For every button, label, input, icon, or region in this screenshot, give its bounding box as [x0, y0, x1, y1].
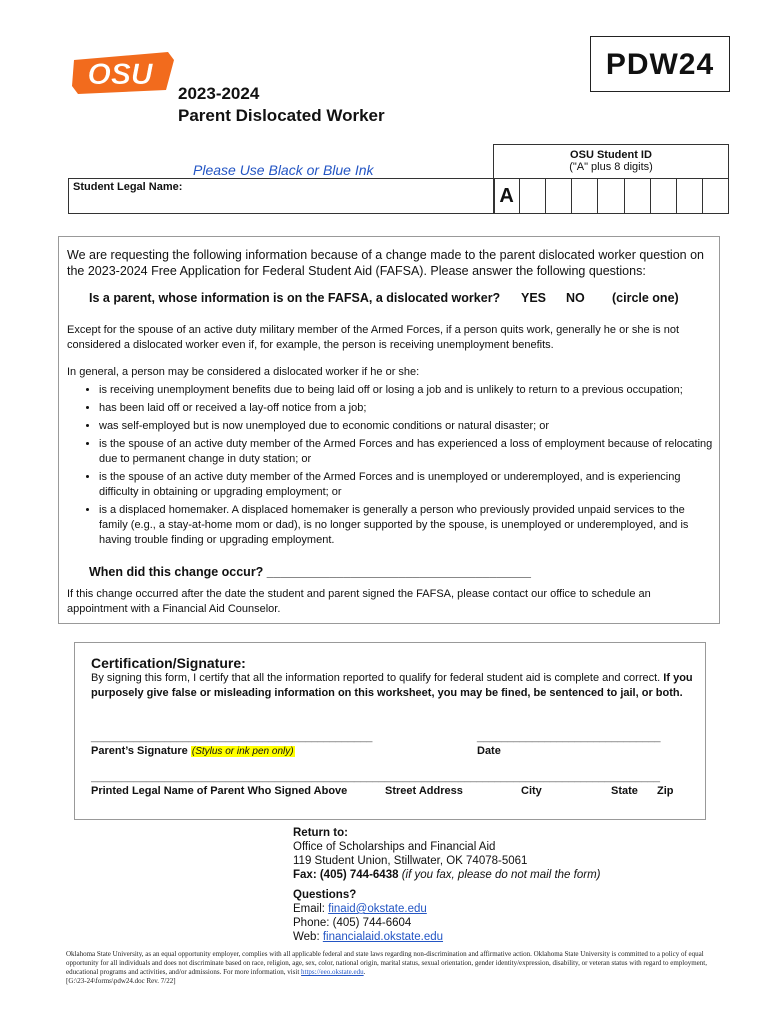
cert-text — [91, 671, 695, 701]
exception-text: Except for the spouse of an active duty military member of the Armed Forces, if a person quits work, generally he or she is not considered a dislocated worker even if, for example, the person is receiving unemployment benefits. — [67, 324, 680, 351]
stylus-note: (Stylus or ink pen only) — [191, 746, 294, 757]
parent-signature-text: Parent’s Signature — [91, 745, 188, 757]
email-link[interactable]: finaid@okstate.edu — [328, 903, 427, 915]
student-id-digit[interactable] — [676, 178, 702, 214]
criteria-item: • is a displaced homemaker. A displaced homemaker is generally a person who previously provided unpaid services to the family (e.g., a stay-at-home mom or dad), is no longer supported by the spouse, is unemployed or underemployed, and is having trouble finding or upgrading employment. — [99, 503, 715, 548]
general-intro: In general, a person may be considered a dislocated worker if he or she: — [67, 366, 420, 378]
fax-note: (if you fax, please do not mail the form) — [401, 869, 601, 881]
date-label: Date — [477, 745, 501, 757]
student-id-prefix: A — [493, 178, 519, 214]
cert-text-bold: If you purposely give false or misleading information on this worksheet, you may be fined, be sentenced to jail, or both. — [91, 672, 693, 699]
cert-text-plain: By signing this form, I certify that all the information reported to qualify for federal student aid is complete and correct. — [91, 672, 661, 684]
ink-note: Please Use Black or Blue Ink — [193, 162, 374, 178]
student-name-field[interactable] — [68, 178, 495, 214]
certification-section — [74, 642, 706, 820]
state-label: State — [611, 785, 638, 797]
intro-text: We are requesting the following information because of a change made to the parent dislocated worker question on the 2023-2024 Free Application for Federal Student Aid (FAFSA). Please answer the following questions: — [67, 248, 704, 278]
fax-number: Fax: (405) 744-6438 — [293, 869, 399, 881]
student-id-digit[interactable] — [519, 178, 545, 214]
questions-label: Questions? — [293, 889, 357, 901]
return-info — [293, 826, 600, 944]
web-label: Web: — [293, 931, 323, 943]
parent-signature-label — [91, 745, 295, 757]
student-id-digit[interactable] — [650, 178, 676, 214]
when-question[interactable]: When did this change occur? ______________________________________ — [89, 565, 531, 579]
return-label: Return to: — [293, 827, 348, 839]
footer-ref: [G:\23-24\forms\pdw24.doc Rev. 7/22] — [66, 977, 176, 985]
criteria-item: • is the spouse of an active duty member of the Armed Forces and has experienced a loss of employment because of relocating due to permanent change in duty station; or — [99, 437, 715, 467]
phone-row: Phone: (405) 744-6604 — [293, 917, 412, 929]
criteria-list — [79, 383, 715, 551]
student-id-label: OSU Student ID — [570, 149, 652, 161]
email-row — [293, 902, 600, 916]
answer-yes[interactable]: YES — [521, 291, 547, 305]
footer-end: . — [363, 968, 366, 976]
answer-no[interactable]: NO — [566, 291, 585, 305]
printed-name-label: Printed Legal Name of Parent Who Signed Above — [91, 785, 348, 797]
student-id-digit[interactable] — [545, 178, 571, 214]
student-id-field — [493, 178, 729, 214]
zip-label: Zip — [657, 785, 674, 797]
web-link[interactable]: financialaid.okstate.edu — [322, 931, 444, 943]
footer-disclaimer — [66, 950, 716, 986]
student-id-header — [493, 144, 729, 179]
student-id-digit[interactable] — [597, 178, 623, 214]
name-address-line[interactable]: _____________________________________________________________________________________________ — [91, 771, 660, 783]
osu-logo-icon — [70, 46, 178, 98]
form-year: 2023-2024 — [178, 84, 260, 103]
web-row — [293, 930, 600, 944]
student-id-digit[interactable] — [624, 178, 650, 214]
street-label: Street Address — [385, 785, 463, 797]
student-id-digit[interactable] — [702, 178, 729, 214]
criteria-item: • is receiving unemployment benefits due to being laid off or losing a job and is unlikely to return to a previous occupation; — [99, 383, 715, 398]
student-id-sublabel: ("A" plus 8 digits) — [569, 161, 653, 173]
dislocated-worker-section — [58, 236, 720, 624]
criteria-item: • was self-employed but is now unemployed due to economic conditions or natural disaster; or — [99, 419, 715, 434]
date-line[interactable]: ______________________________ — [477, 731, 661, 743]
criteria-item: • has been laid off or received a lay-off notice from a job; — [99, 401, 715, 416]
question-text: Is a parent, whose information is on the FAFSA, a dislocated worker? — [89, 291, 501, 305]
footer-text: Oklahoma State University, as an equal opportunity employer, complies with all applicable federal and state laws regarding non-discrimination and affirmative action. Oklahoma State University is committed to a policy of equal opportunity for all individuals and does not discriminate based on race, religion, age, sex, color, national origin, marital status, sexual orientation, gender identity/expression, disability, or veteran status with regard to employment, educational programs and activities, and/or admissions. For more information, visit — [66, 950, 707, 976]
after-note: If this change occurred after the date the student and parent signed the FAFSA, please contact our office to schedule an appointment with a Financial Aid Counselor. — [67, 588, 651, 615]
eeo-link[interactable]: https://eeo.okstate.edu — [301, 968, 364, 976]
form-title: Parent Dislocated Worker — [178, 106, 385, 125]
osu-logo — [70, 46, 178, 98]
circle-one-hint: (circle one) — [612, 291, 679, 305]
email-label: Email: — [293, 903, 329, 915]
student-name-label: Student Legal Name: — [73, 181, 183, 193]
return-fax — [293, 868, 600, 882]
logo-text: OSU — [87, 58, 153, 91]
city-label: City — [521, 785, 542, 797]
cert-heading: Certification/Signature: — [91, 655, 246, 671]
criteria-item: • is the spouse of an active duty member of the Armed Forces and is unemployed or underemployed, and is experiencing difficulty in obtaining or upgrading employment; or — [99, 470, 715, 500]
signature-line[interactable]: ______________________________________________ — [91, 731, 373, 743]
form-code: PDW24 — [590, 36, 730, 92]
return-office: Office of Scholarships and Financial Aid — [293, 841, 496, 853]
return-address: 119 Student Union, Stillwater, OK 74078-5061 — [293, 855, 528, 867]
student-id-digit[interactable] — [571, 178, 597, 214]
